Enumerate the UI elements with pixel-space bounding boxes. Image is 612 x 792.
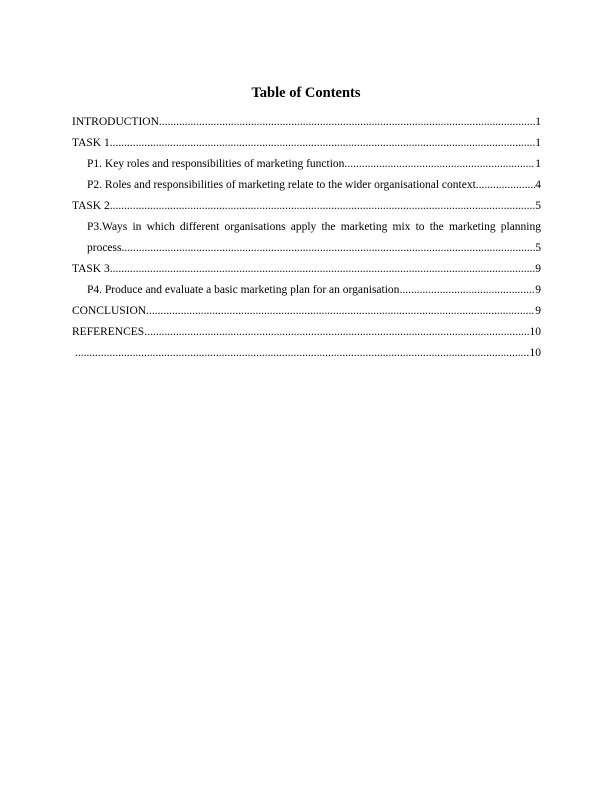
toc-entry-p2[interactable]: [72, 175, 541, 196]
toc-page-number: 1: [535, 116, 541, 128]
toc-entry-text: TASK 1: [72, 137, 110, 149]
toc-leader-dots: [110, 259, 536, 280]
toc-entry-text: TASK 2: [72, 200, 110, 212]
table-of-contents: [72, 112, 541, 364]
toc-entry-text: REFERENCES: [72, 326, 145, 338]
toc-leader-dots: [476, 175, 535, 196]
toc-page-number: 5: [535, 242, 541, 254]
toc-entry-text: P2. Roles and responsibilities of marketing relate to the wider organisational context: [87, 179, 476, 191]
toc-leader-dots: [399, 280, 535, 301]
toc-entry-task-2[interactable]: [72, 196, 541, 217]
toc-leader-dots: [144, 322, 529, 343]
toc-entry-text: P1. Key roles and responsibilities of marketing function: [87, 158, 345, 170]
toc-page-number: 9: [535, 263, 541, 275]
toc-leader-dots: [75, 343, 530, 364]
toc-page-number: 9: [535, 284, 541, 296]
toc-entry-text: TASK 3: [72, 263, 110, 275]
toc-entry-untitled[interactable]: [72, 343, 541, 364]
toc-entry-p3[interactable]: [72, 217, 541, 259]
toc-leader-dots: [146, 301, 535, 322]
toc-leader-dots: [344, 154, 535, 175]
toc-page-number: 1: [535, 158, 541, 170]
toc-entry-text: INTRODUCTION: [72, 116, 159, 128]
toc-entry-task-3[interactable]: [72, 259, 541, 280]
toc-entry-p4[interactable]: [72, 280, 541, 301]
toc-entry-text-line-2: process: [87, 242, 122, 254]
toc-page-number: 1: [535, 137, 541, 149]
toc-entry-p1[interactable]: [72, 154, 541, 175]
toc-entry-introduction[interactable]: [72, 112, 541, 133]
toc-leader-dots: [122, 238, 536, 259]
toc-page-number: 5: [535, 200, 541, 212]
toc-entry-text: P4. Produce and evaluate a basic marketing plan for an organisation: [87, 284, 400, 296]
toc-title: Table of Contents: [251, 85, 361, 101]
toc-entry-conclusion[interactable]: [72, 301, 541, 322]
toc-page-number: 10: [529, 347, 541, 359]
toc-entry-references[interactable]: [72, 322, 541, 343]
toc-entry-text-line-1: P3.Ways in which different organisations apply the marketing mix to the marketing planning: [87, 221, 541, 233]
toc-page-number: 10: [529, 326, 541, 338]
toc-leader-dots: [159, 112, 535, 133]
toc-leader-dots: [110, 133, 536, 154]
toc-entry-task-1[interactable]: [72, 133, 541, 154]
toc-page-number: 4: [535, 179, 541, 191]
toc-entry-text: CONCLUSION: [72, 305, 147, 317]
toc-page-number: 9: [535, 305, 541, 317]
toc-leader-dots: [110, 196, 536, 217]
